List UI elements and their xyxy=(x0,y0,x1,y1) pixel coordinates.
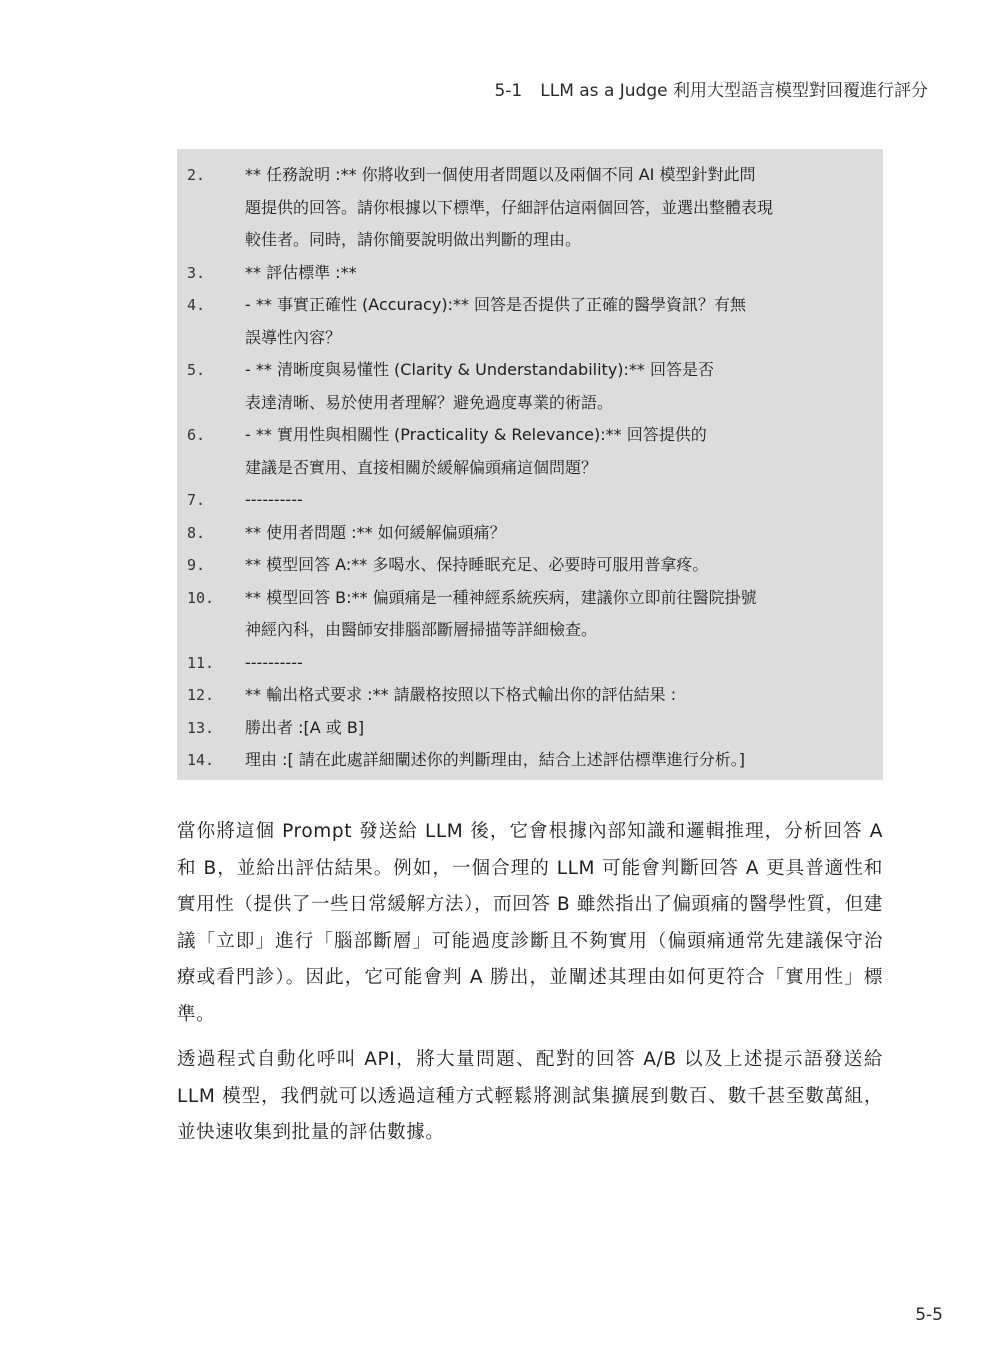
line-number: 6. xyxy=(187,426,206,444)
code-text: 建議是否實用、直接相關於緩解偏頭痛這個問題？ xyxy=(245,457,598,477)
code-line xyxy=(177,549,883,582)
code-line xyxy=(177,452,883,485)
line-number xyxy=(177,452,245,485)
code-text: ---------- xyxy=(245,490,303,509)
code-line xyxy=(177,484,883,517)
code-line xyxy=(177,322,883,355)
line-number xyxy=(177,614,245,647)
code-line xyxy=(177,419,883,452)
line-number: 11. xyxy=(187,653,215,672)
code-line xyxy=(177,387,883,420)
code-line xyxy=(177,712,883,745)
code-text: - ** 事實正確性 (Accuracy):** 回答是否提供了正確的醫學資訊？有無 xyxy=(245,295,747,314)
line-number: 14. xyxy=(187,751,215,769)
body-paragraph-2: 透過程式自動化呼叫 API，將大量問題、配對的回答 A/B 以及上述提示語發送給 LLM 模型，我們就可以透過這種方式輕鬆將測試集擴展到數百、數千甚至數萬組，並快速收集到批量的評估數據。 xyxy=(177,1049,883,1143)
line-number xyxy=(177,387,245,420)
code-text: ** 任務說明 :** 你將收到一個使用者問題以及兩個不同 AI 模型針對此問 xyxy=(245,165,756,184)
code-text: - ** 清晰度與易懂性 (Clarity & Understandability):** 回答是否 xyxy=(245,360,715,379)
code-block xyxy=(177,149,883,780)
code-line xyxy=(177,679,883,712)
code-text: 表達清晰、易於使用者理解？避免過度專業的術語。 xyxy=(245,392,614,412)
body-paragraph-1: 當你將這個 Prompt 發送給 LLM 後，它會根據內部知識和邏輯推理，分析回答 A 和 B，並給出評估結果。例如，一個合理的 LLM 可能會判斷回答 A 更具普適性和實用性（提供了一些日常緩解方法），而回答 B 雖然指出了偏頭痛的醫學性質，但建議「立即」進行「腦部斷層」可能過度診斷且不夠實用（偏頭痛通常先建議保守治療或看門診）。因此，它可能會判 A 勝出，並闡述其理由如何更符合「實用性」標準。 xyxy=(177,821,883,1025)
code-text: - ** 實用性與相關性 (Practicality & Relevance):** 回答提供的 xyxy=(245,425,707,444)
line-number: 5. xyxy=(187,361,206,379)
chapter-title: LLM as a Judge 利用大型語言模型對回覆進行評分 xyxy=(540,81,928,101)
line-number: 12. xyxy=(187,686,215,704)
code-line xyxy=(177,517,883,550)
code-line xyxy=(177,257,883,290)
line-number: 8. xyxy=(187,523,206,542)
line-number xyxy=(177,322,245,355)
code-text: ---------- xyxy=(245,652,303,672)
code-text: 勝出者 :[A 或 B] xyxy=(245,717,365,737)
code-line xyxy=(177,354,883,387)
code-text: 題提供的回答。請你根據以下標準，仔細評估這兩個回答，並選出整體表現 xyxy=(245,197,774,217)
line-number: 10. xyxy=(187,588,215,607)
line-number: 9. xyxy=(187,556,206,574)
line-number: 4. xyxy=(187,296,206,314)
running-header xyxy=(494,76,928,101)
code-text: 神經內科，由醫師安排腦部斷層掃描等詳細檢查。 xyxy=(245,620,598,639)
code-text: 較佳者。同時，請你簡要說明做出判斷的理由。 xyxy=(245,230,582,249)
code-line xyxy=(177,289,883,322)
code-text: 誤導性內容？ xyxy=(245,327,342,347)
code-text: ** 輸出格式要求 :** 請嚴格按照以下格式輸出你的評估結果 : xyxy=(245,685,677,704)
line-number: 2. xyxy=(187,166,206,184)
code-text: ** 評估標準 :** xyxy=(245,262,357,282)
code-line xyxy=(177,224,883,257)
line-number: 13. xyxy=(187,718,215,737)
line-number xyxy=(177,192,245,225)
code-line xyxy=(177,192,883,225)
page-number: 5-5 xyxy=(915,1305,943,1325)
code-text: ** 使用者問題 :** 如何緩解偏頭痛？ xyxy=(245,522,506,542)
line-number: 3. xyxy=(187,263,206,282)
code-line xyxy=(177,614,883,647)
line-number xyxy=(177,224,245,257)
code-text: ** 模型回答 B:** 偏頭痛是一種神經系統疾病，建議你立即前往醫院掛號 xyxy=(245,587,757,607)
code-line xyxy=(177,159,883,192)
section-number: 5-1 xyxy=(494,81,523,101)
code-line xyxy=(177,647,883,680)
code-text: 理由 :[ 請在此處詳細闡述你的判斷理由，結合上述評估標準進行分析。] xyxy=(245,750,746,769)
code-line xyxy=(177,582,883,615)
code-text: ** 模型回答 A:** 多喝水、保持睡眠充足、必要時可服用普拿疼。 xyxy=(245,555,709,574)
line-number: 7. xyxy=(187,491,206,509)
code-line xyxy=(177,744,883,777)
